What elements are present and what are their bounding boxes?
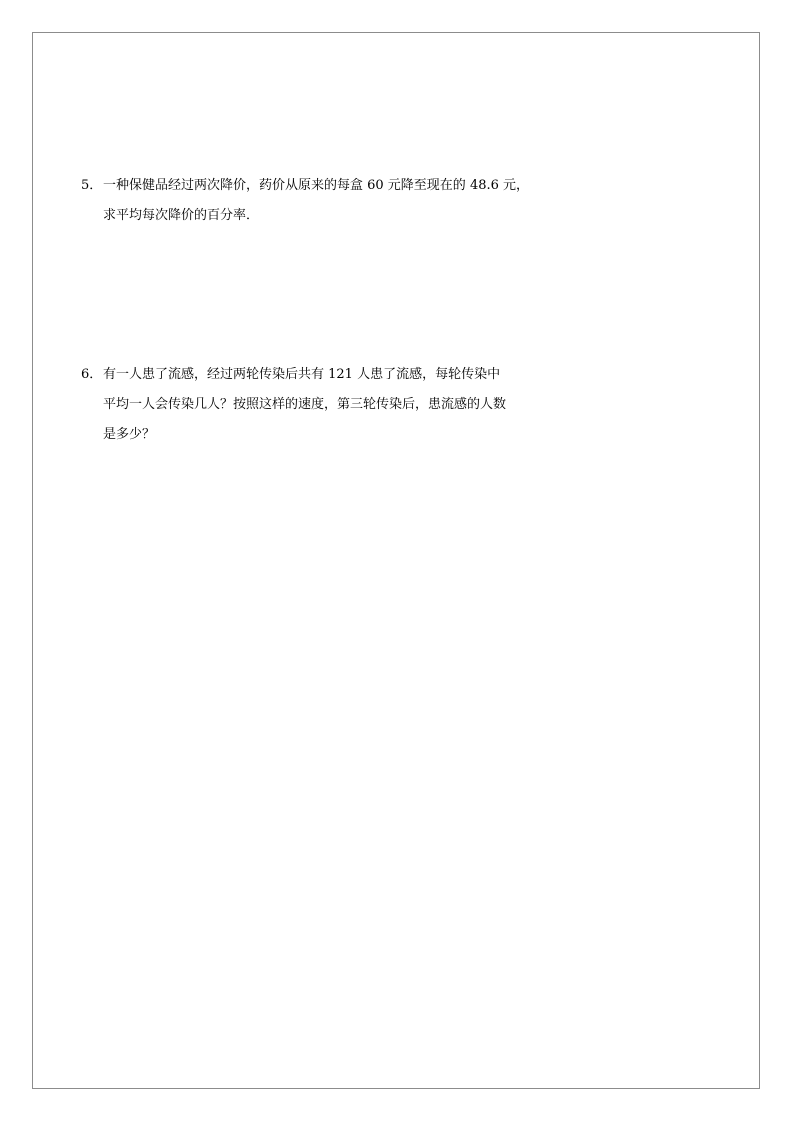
problem-6-line-2 <box>33 390 506 420</box>
problem-5-line-2 <box>33 201 529 231</box>
problem-text: 是多少？ <box>103 427 156 442</box>
problem-6 <box>33 360 506 450</box>
problem-number: 5． <box>81 178 103 193</box>
problem-6-line-3 <box>33 420 506 450</box>
problem-text: 求平均每次降价的百分率． <box>103 208 260 223</box>
problem-text: 有一人患了流感，经过两轮传染后共有 121 人患了流感，每轮传染中 <box>103 367 501 382</box>
problem-text: 一种保健品经过两次降价，药价从原来的每盒 60 元降至现在的 48.6 元， <box>103 178 530 193</box>
problem-number: 6． <box>81 367 103 382</box>
problem-5-line-1 <box>33 171 529 201</box>
problem-5 <box>33 171 529 231</box>
page-frame <box>32 32 760 1089</box>
problem-text: 平均一人会传染几人？按照这样的速度，第三轮传染后，患流感的人数 <box>103 397 507 412</box>
problem-6-line-1 <box>33 360 506 390</box>
